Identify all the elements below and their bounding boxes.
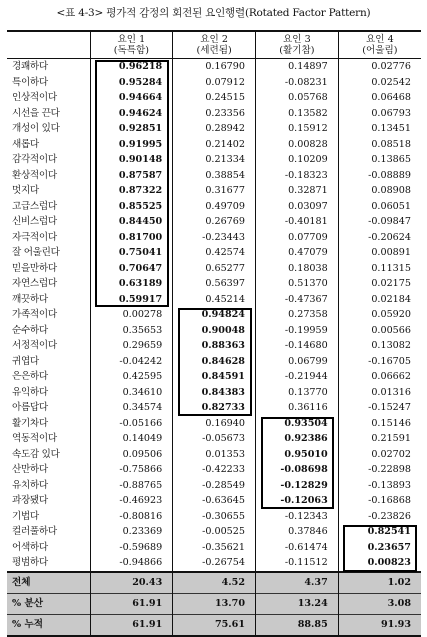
summary-row [7, 614, 421, 636]
loading-cell: -0.22898 [338, 462, 421, 478]
summary-label: % 누적 [7, 614, 90, 636]
row-label: 인상적이다 [12, 92, 57, 103]
summary-cell: 61.91 [90, 614, 173, 636]
row-label: 순수하다 [12, 324, 48, 336]
loading-cell: 0.00278 [90, 307, 173, 323]
loading-cell: 0.63189 [90, 276, 173, 292]
loading-cell: 0.95010 [256, 447, 339, 463]
table-row [7, 524, 421, 540]
loading-cell: 0.31677 [173, 183, 256, 199]
loading-cell: 0.15146 [338, 416, 421, 432]
table-row [7, 354, 421, 370]
loading-cell: -0.35621 [173, 540, 256, 556]
header-label: 요인 4 [366, 33, 394, 45]
loading-cell: 0.10209 [256, 152, 339, 168]
loading-cell: -0.18323 [256, 168, 339, 184]
row-label: 은은하다 [12, 371, 48, 382]
table-row [7, 121, 421, 137]
loading-cell: -0.23826 [338, 509, 421, 525]
loading-cell: -0.05673 [173, 431, 256, 447]
summary-cell: 61.91 [90, 593, 173, 614]
table-row [7, 338, 421, 354]
loading-cell: 0.13770 [256, 385, 339, 401]
table-row [7, 137, 421, 153]
row-label: 컬러풀하다 [12, 526, 57, 537]
loading-cell: -0.21944 [256, 369, 339, 385]
table-row [7, 230, 421, 246]
row-label: 유익하다 [12, 386, 48, 398]
loading-cell: -0.12343 [256, 509, 339, 525]
loading-cell: 0.13451 [338, 121, 421, 137]
row-label: 멋지다 [12, 185, 39, 196]
loading-cell: 0.94664 [90, 90, 173, 106]
loading-cell: 0.42595 [90, 369, 173, 385]
table-row [7, 59, 421, 75]
loading-cell: 0.84628 [173, 354, 256, 370]
loading-cell: -0.28549 [173, 478, 256, 494]
summary-cell: 75.61 [173, 614, 256, 636]
loading-cell: 0.05768 [256, 90, 339, 106]
loading-cell: -0.42233 [173, 462, 256, 478]
loading-cell: -0.16705 [338, 354, 421, 370]
row-label: 깨끗하다 [12, 293, 48, 305]
loading-cell: 0.16790 [173, 59, 256, 75]
loading-cell: 0.21591 [338, 431, 421, 447]
row-label: 시선을 끈다 [12, 107, 60, 119]
table-row [7, 168, 421, 184]
summary-cell: 13.24 [256, 593, 339, 614]
loading-cell: 0.92386 [256, 431, 339, 447]
rotated-factor-table [7, 30, 421, 637]
loading-cell: -0.08231 [256, 75, 339, 91]
header-sublabel: (활기참) [279, 45, 315, 56]
row-label: 유치하다 [12, 479, 48, 491]
table-row [7, 292, 421, 308]
table-header [7, 31, 421, 59]
loading-cell: -0.94866 [90, 555, 173, 572]
table-row [7, 447, 421, 463]
table-caption: <표 4-3> 평가적 감정의 회전된 요인행렬(Rotated Factor Pattern) [56, 7, 371, 19]
loading-cell: -0.08889 [338, 168, 421, 184]
loading-cell: 0.88363 [173, 338, 256, 354]
loading-cell: 0.90048 [173, 323, 256, 339]
loading-cell: 0.82733 [173, 400, 256, 416]
loading-cell: -0.12829 [256, 478, 339, 494]
summary-row [7, 593, 421, 614]
row-label: 개성이 있다 [12, 123, 60, 134]
loading-cell: 0.94624 [90, 106, 173, 122]
header-blank [7, 31, 90, 59]
loading-cell: 0.14897 [256, 59, 339, 75]
loading-cell: -0.61474 [256, 540, 339, 556]
row-label: 새롭다 [12, 138, 39, 150]
loading-cell: 0.01353 [173, 447, 256, 463]
loading-cell: 0.02175 [338, 276, 421, 292]
row-label: 자연스럽다 [12, 278, 57, 289]
loading-cell: 0.26769 [173, 214, 256, 230]
loading-cell: 0.93504 [256, 416, 339, 432]
loading-cell: 0.23356 [173, 106, 256, 122]
loading-cell: 0.00891 [338, 245, 421, 261]
summary-row [7, 572, 421, 594]
table-row [7, 276, 421, 292]
summary-cell: 13.70 [173, 593, 256, 614]
loading-cell: 0.94824 [173, 307, 256, 323]
summary-cell: 3.08 [338, 593, 421, 614]
row-label: 서정적이다 [12, 340, 57, 351]
table-row [7, 540, 421, 556]
row-label: 신비스럽다 [12, 216, 57, 227]
loading-cell: 0.06662 [338, 369, 421, 385]
table-row [7, 152, 421, 168]
row-label: 잘 어울린다 [12, 247, 60, 258]
loading-cell: 0.03097 [256, 199, 339, 215]
row-label: 경쾌하다 [12, 61, 48, 72]
loading-cell: -0.12063 [256, 493, 339, 509]
loading-cell: -0.14680 [256, 338, 339, 354]
loading-cell: -0.11512 [256, 555, 339, 572]
row-label: 산만하다 [12, 464, 48, 475]
summary-cell: 88.85 [256, 614, 339, 636]
loading-cell: 0.47079 [256, 245, 339, 261]
loading-cell: 0.87587 [90, 168, 173, 184]
loading-cell: 0.21402 [173, 137, 256, 153]
loading-cell: 0.75041 [90, 245, 173, 261]
loading-cell: 0.07709 [256, 230, 339, 246]
table-row [7, 199, 421, 215]
table-row [7, 493, 421, 509]
header-factor-2 [173, 31, 256, 59]
table-row [7, 509, 421, 525]
loading-cell: -0.30655 [173, 509, 256, 525]
loading-cell: 0.02702 [338, 447, 421, 463]
loading-cell: 0.21334 [173, 152, 256, 168]
loading-cell: 0.13865 [338, 152, 421, 168]
loading-cell: 0.84450 [90, 214, 173, 230]
loading-cell: -0.88765 [90, 478, 173, 494]
loading-cell: 0.90148 [90, 152, 173, 168]
loading-cell: -0.04242 [90, 354, 173, 370]
row-label: 역동적이다 [12, 433, 57, 444]
table-row [7, 214, 421, 230]
row-label: 기법다 [12, 510, 39, 522]
loading-cell: 0.84383 [173, 385, 256, 401]
summary-cell: 20.43 [90, 572, 173, 594]
loading-cell: 0.06468 [338, 90, 421, 106]
loading-cell: 0.34574 [90, 400, 173, 416]
table-row [7, 478, 421, 494]
loading-cell: -0.19959 [256, 323, 339, 339]
table-row [7, 261, 421, 277]
loading-cell: 0.00566 [338, 323, 421, 339]
loading-cell: 0.06799 [256, 354, 339, 370]
loading-cell: 0.36116 [256, 400, 339, 416]
row-label: 특이하다 [12, 76, 48, 88]
loading-cell: 0.91995 [90, 137, 173, 153]
loading-cell: -0.80816 [90, 509, 173, 525]
loading-cell: 0.65277 [173, 261, 256, 277]
loading-cell: 0.84591 [173, 369, 256, 385]
loading-cell: 0.05920 [338, 307, 421, 323]
summary-label: % 분산 [7, 593, 90, 614]
table-row [7, 400, 421, 416]
header-factor-1 [90, 31, 173, 59]
loading-cell: 0.00823 [338, 555, 421, 572]
loading-cell: -0.59689 [90, 540, 173, 556]
loading-cell: 0.70647 [90, 261, 173, 277]
loading-cell: 0.82541 [338, 524, 421, 540]
loading-cell: 0.01316 [338, 385, 421, 401]
loading-cell: 0.00828 [256, 137, 339, 153]
table-row [7, 323, 421, 339]
loading-cell: -0.23443 [173, 230, 256, 246]
summary-cell: 1.02 [338, 572, 421, 594]
loading-cell: 0.34610 [90, 385, 173, 401]
loading-cell: 0.14049 [90, 431, 173, 447]
loading-cell: -0.40181 [256, 214, 339, 230]
summary-cell: 4.52 [173, 572, 256, 594]
loading-cell: 0.07912 [173, 75, 256, 91]
row-label: 가족적이다 [12, 309, 57, 320]
table-row [7, 245, 421, 261]
loading-cell: 0.59917 [90, 292, 173, 308]
row-label: 평범하다 [12, 557, 48, 568]
loading-cell: 0.96218 [90, 59, 173, 75]
loading-cell: 0.85525 [90, 199, 173, 215]
summary-cell: 91.93 [338, 614, 421, 636]
header-factor-4 [338, 31, 421, 59]
table-row [7, 369, 421, 385]
table-row [7, 90, 421, 106]
table-row [7, 431, 421, 447]
table-row [7, 416, 421, 432]
loading-cell: -0.05166 [90, 416, 173, 432]
loading-cell: -0.20624 [338, 230, 421, 246]
header-label: 요인 3 [283, 33, 311, 45]
loading-cell: 0.02184 [338, 292, 421, 308]
loading-cell: 0.29659 [90, 338, 173, 354]
loading-cell: 0.02542 [338, 75, 421, 91]
header-label: 요인 1 [117, 33, 146, 45]
loading-cell: 0.35653 [90, 323, 173, 339]
table-footer [7, 572, 421, 636]
loading-cell: -0.26754 [173, 555, 256, 572]
row-label: 환상적이다 [12, 169, 57, 181]
loading-cell: 0.23657 [338, 540, 421, 556]
table-row [7, 555, 421, 572]
loading-cell: -0.47367 [256, 292, 339, 308]
loading-cell: 0.23369 [90, 524, 173, 540]
loading-cell: 0.95284 [90, 75, 173, 91]
loading-cell: 0.37846 [256, 524, 339, 540]
row-label: 자극적이다 [12, 231, 57, 243]
loading-cell: 0.45214 [173, 292, 256, 308]
loading-cell: 0.08908 [338, 183, 421, 199]
loading-cell: -0.46923 [90, 493, 173, 509]
loading-cell: 0.15912 [256, 121, 339, 137]
row-label: 감각적이다 [12, 154, 57, 165]
table-row [7, 106, 421, 122]
loading-cell: -0.75866 [90, 462, 173, 478]
header-sublabel: (독특함) [113, 45, 150, 56]
loading-cell: 0.18038 [256, 261, 339, 277]
table-row [7, 183, 421, 199]
loading-cell: -0.08698 [256, 462, 339, 478]
row-label: 과장됐다 [12, 495, 48, 506]
loading-cell: -0.63645 [173, 493, 256, 509]
loading-cell: -0.13893 [338, 478, 421, 494]
loading-cell: 0.11315 [338, 261, 421, 277]
table-row [7, 307, 421, 323]
loading-cell: 0.92851 [90, 121, 173, 137]
loading-cell: 0.28942 [173, 121, 256, 137]
table-body [7, 59, 421, 572]
loading-cell: 0.13582 [256, 106, 339, 122]
row-label: 아름답다 [12, 402, 48, 413]
header-factor-3 [256, 31, 339, 59]
loading-cell: 0.56397 [173, 276, 256, 292]
loading-cell: 0.38854 [173, 168, 256, 184]
loading-cell: 0.49709 [173, 199, 256, 215]
loading-cell: 0.16940 [173, 416, 256, 432]
table-row [7, 385, 421, 401]
row-label: 속도감 있다 [12, 448, 60, 460]
table-row [7, 462, 421, 478]
loading-cell: -0.09847 [338, 214, 421, 230]
row-label: 어색하다 [12, 541, 48, 553]
loading-cell: 0.87322 [90, 183, 173, 199]
row-label: 활기차다 [12, 417, 48, 429]
row-label: 믿을만하다 [12, 262, 57, 274]
row-label: 고급스럽다 [12, 200, 57, 212]
loading-cell: 0.24515 [173, 90, 256, 106]
loading-cell: 0.32871 [256, 183, 339, 199]
loading-cell: 0.51370 [256, 276, 339, 292]
table-row [7, 75, 421, 91]
loading-cell: -0.16868 [338, 493, 421, 509]
header-sublabel: (세련됨) [196, 45, 232, 56]
loading-cell: 0.42574 [173, 245, 256, 261]
row-label: 귀엽다 [12, 355, 39, 367]
header-sublabel: (어울림) [362, 45, 398, 56]
loading-cell: 0.27358 [256, 307, 339, 323]
summary-label: 전체 [7, 572, 90, 594]
summary-cell: 4.37 [256, 572, 339, 594]
loading-cell: 0.06793 [338, 106, 421, 122]
loading-cell: 0.08518 [338, 137, 421, 153]
loading-cell: 0.09506 [90, 447, 173, 463]
header-label: 요인 2 [200, 33, 228, 45]
loading-cell: 0.02776 [338, 59, 421, 75]
loading-cell: 0.13082 [338, 338, 421, 354]
loading-cell: 0.06051 [338, 199, 421, 215]
loading-cell: 0.81700 [90, 230, 173, 246]
loading-cell: -0.15247 [338, 400, 421, 416]
loading-cell: -0.00525 [173, 524, 256, 540]
